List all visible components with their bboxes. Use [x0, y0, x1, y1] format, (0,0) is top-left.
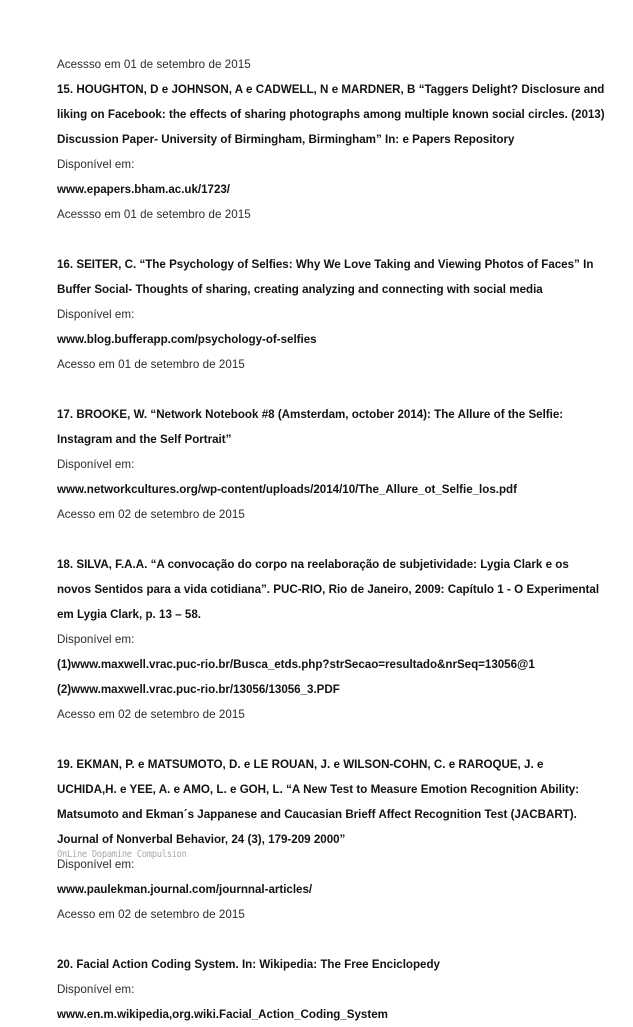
- footer-watermark: OnLine Dopamine Compulsion: [57, 849, 187, 860]
- reference-citation: 19. EKMAN, P. e MATSUMOTO, D. e LE ROUAN, J. e WILSON-COHN, C. e RAROQUE, J. e UCHIDA,H. e YEE, A. e AMO, L. e GOH, L. “A New Test to Measure Emotion Recognition Ability: Matsumoto and Ekman´s Jappanese and Caucasian Brieff Affect Recognition Test (JACBART). Journal of Nonverbal Behavior, 24 (3), 179-209 2000”: [57, 758, 580, 846]
- reference-access-date: Acesso em 02 de setembro de 2015: [57, 908, 245, 921]
- reference-citation: 20. Facial Action Coding System. In: Wikipedia: The Free Enciclopedy: [57, 958, 440, 971]
- reference-url[interactable]: (2)www.maxwell.vrac.puc-rio.br/13056/13056_3.PDF: [57, 683, 340, 696]
- reference-access-date: Acessso em 01 de setembro de 2015: [57, 208, 251, 221]
- reference-entry-16: [57, 252, 606, 377]
- reference-url[interactable]: www.epapers.bham.ac.uk/1723/: [57, 183, 230, 196]
- available-at-label: Disponível em:: [57, 458, 135, 471]
- reference-entry-19: [57, 752, 606, 927]
- reference-citation: 17. BROOKE, W. “Network Notebook #8 (Amsterdam, october 2014): The Allure of the Selfie: Instagram and the Self Portrait”: [57, 408, 564, 446]
- page-top-access-date: Acessso em 01 de setembro de 2015: [57, 58, 251, 71]
- reference-citation: 18. SILVA, F.A.A. “A convocação do corpo na reelaboração de subjetividade: Lygia Clark e os novos Sentidos para a vida cotidiana”. PUC-RIO, Rio de Janeiro, 2009: Capítulo 1 - O Experimental em Lygia Clark, p. 13 – 58.: [57, 558, 600, 621]
- reference-access-date: Acesso em 01 de setembro de 2015: [57, 358, 245, 371]
- references-content: [57, 52, 606, 1027]
- reference-url[interactable]: (1)www.maxwell.vrac.puc-rio.br/Busca_etds.php?strSecao=resultado&nrSeq=13056@1: [57, 658, 535, 671]
- reference-entry-20: [57, 952, 606, 1027]
- reference-citation: 15. HOUGHTON, D e JOHNSON, A e CADWELL, N e MARDNER, B “Taggers Delight? Disclosure and liking on Facebook: the effects of sharing photographs among multiple known social circles. (2013) Discussion Paper- University of Birmingham, Birmingham” In: e Papers Repository: [57, 83, 605, 146]
- reference-entry-17: [57, 402, 606, 527]
- reference-entry-18: [57, 552, 606, 727]
- available-at-label: Disponível em:: [57, 158, 135, 171]
- reference-url[interactable]: www.paulekman.journal.com/journnal-articles/: [57, 883, 313, 896]
- reference-access-date: Acesso em 02 de setembro de 2015: [57, 508, 245, 521]
- reference-url[interactable]: www.en.m.wikipedia,org.wiki.Facial_Action_Coding_System: [57, 1008, 388, 1021]
- available-at-label: Disponível em:: [57, 983, 135, 996]
- reference-url[interactable]: www.blog.bufferapp.com/psychology-of-selfies: [57, 333, 317, 346]
- reference-entry-15: [57, 77, 606, 227]
- available-at-label: Disponível em:: [57, 308, 135, 321]
- reference-citation: 16. SEITER, C. “The Psychology of Selfies: Why We Love Taking and Viewing Photos of Faces” In Buffer Social- Thoughts of sharing, creating analyzing and connecting with social media: [57, 258, 594, 296]
- available-at-label: Disponível em:: [57, 858, 135, 871]
- available-at-label: Disponível em:: [57, 633, 135, 646]
- reference-url[interactable]: www.networkcultures.org/wp-content/uploads/2014/10/The_Allure_ot_Selfie_los.pdf: [57, 483, 517, 496]
- reference-access-date: Acesso em 02 de setembro de 2015: [57, 708, 245, 721]
